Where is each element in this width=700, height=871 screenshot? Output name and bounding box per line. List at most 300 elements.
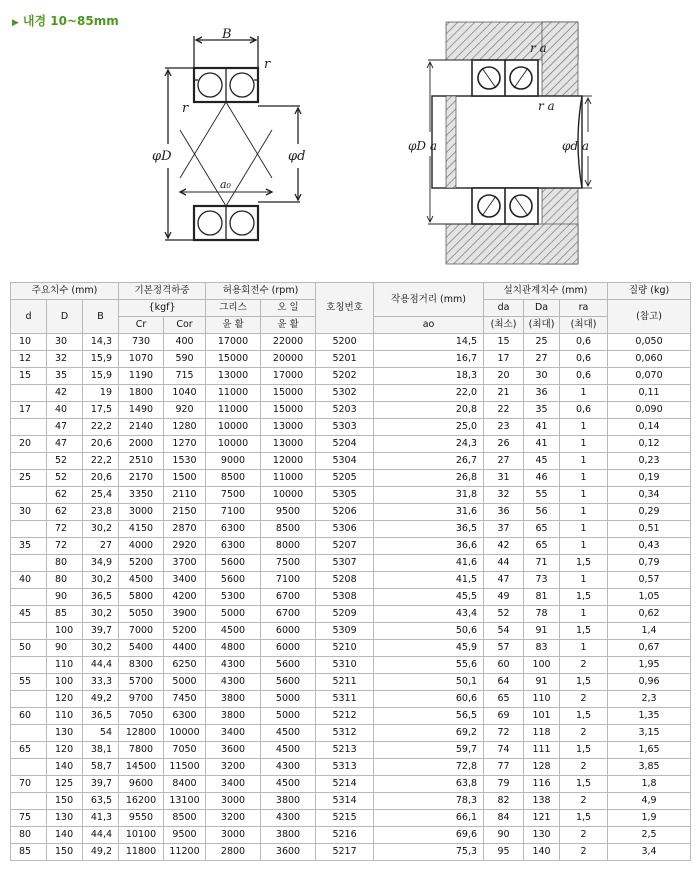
cell-ra: 1: [560, 487, 608, 504]
cell-ra: 1,5: [560, 674, 608, 691]
table-row: [11, 470, 691, 487]
table-row: [11, 844, 691, 861]
cell-ra: 1,5: [560, 623, 608, 640]
cell-mass: 0,23: [608, 453, 691, 470]
cell-oil: 5600: [261, 674, 316, 691]
cell-oil: 13000: [261, 436, 316, 453]
cell-d: [11, 589, 47, 606]
cell-B: 49,2: [83, 844, 119, 861]
cell-da: 32: [484, 487, 524, 504]
cell-d: 17: [11, 402, 47, 419]
cell-cor: 11500: [164, 759, 206, 776]
cell-code: 5203: [316, 402, 374, 419]
cell-grease: 17000: [206, 334, 261, 351]
cell-ao: 69,6: [374, 827, 484, 844]
table-row: [11, 725, 691, 742]
cell-grease: 3800: [206, 708, 261, 725]
cell-B: 63,5: [83, 793, 119, 810]
table-row: [11, 385, 691, 402]
cell-code: 5304: [316, 453, 374, 470]
header-main-dims: 주요치수 (mm): [11, 283, 119, 300]
cell-grease: 5600: [206, 555, 261, 572]
cell-D: 52: [47, 453, 83, 470]
cell-mass: 0,14: [608, 419, 691, 436]
cell-mass: 0,43: [608, 538, 691, 555]
table-row: [11, 810, 691, 827]
cell-d: 75: [11, 810, 47, 827]
cell-cr: 14500: [119, 759, 164, 776]
cell-D: 110: [47, 708, 83, 725]
cell-oil: 6700: [261, 589, 316, 606]
label-phi-D: φD: [152, 149, 172, 164]
cell-ra: 1,5: [560, 810, 608, 827]
cell-cor: 1040: [164, 385, 206, 402]
cell-Da: 100: [524, 657, 560, 674]
cell-grease: 11000: [206, 402, 261, 419]
cell-code: 5201: [316, 351, 374, 368]
cell-grease: 2800: [206, 844, 261, 861]
cell-cr: 2170: [119, 470, 164, 487]
cell-da: 84: [484, 810, 524, 827]
cell-Da: 138: [524, 793, 560, 810]
cell-grease: 11000: [206, 385, 261, 402]
label-phi-da: φd a: [562, 139, 590, 153]
cell-cor: 2110: [164, 487, 206, 504]
cell-code: 5207: [316, 538, 374, 555]
cell-ao: 20,8: [374, 402, 484, 419]
label-ra-top: r a: [530, 41, 547, 55]
cell-oil: 3800: [261, 793, 316, 810]
header-grease-2: 윤 활: [206, 317, 261, 334]
table-row: [11, 572, 691, 589]
cell-Da: 73: [524, 572, 560, 589]
header-ra-2: (최대): [560, 317, 608, 334]
cell-cr: 9600: [119, 776, 164, 793]
header-basic-load: 기본정격하중: [119, 283, 206, 300]
cell-d: [11, 623, 47, 640]
table-row: [11, 827, 691, 844]
cell-cr: 12800: [119, 725, 164, 742]
cell-mass: 0,57: [608, 572, 691, 589]
table-row: [11, 691, 691, 708]
cell-code: 5303: [316, 419, 374, 436]
cell-cr: 9550: [119, 810, 164, 827]
cell-cor: 3400: [164, 572, 206, 589]
cell-ao: 66,1: [374, 810, 484, 827]
cell-Da: 27: [524, 351, 560, 368]
cell-cr: 1190: [119, 368, 164, 385]
cell-d: 70: [11, 776, 47, 793]
cell-d: 65: [11, 742, 47, 759]
cell-oil: 4500: [261, 776, 316, 793]
cell-code: 5310: [316, 657, 374, 674]
cell-code: 5213: [316, 742, 374, 759]
cell-d: 20: [11, 436, 47, 453]
cell-Da: 121: [524, 810, 560, 827]
cell-cr: 7800: [119, 742, 164, 759]
cell-d: 25: [11, 470, 47, 487]
cell-oil: 4500: [261, 725, 316, 742]
cell-D: 42: [47, 385, 83, 402]
cell-grease: 10000: [206, 436, 261, 453]
cell-D: 100: [47, 623, 83, 640]
cell-ao: 50,6: [374, 623, 484, 640]
cell-grease: 7100: [206, 504, 261, 521]
cell-code: 5200: [316, 334, 374, 351]
cell-oil: 17000: [261, 368, 316, 385]
cell-D: 40: [47, 402, 83, 419]
cell-mass: 3,15: [608, 725, 691, 742]
cell-grease: 3800: [206, 691, 261, 708]
cell-ra: 0,6: [560, 351, 608, 368]
cell-grease: 5000: [206, 606, 261, 623]
cell-ao: 78,3: [374, 793, 484, 810]
cell-ao: 59,7: [374, 742, 484, 759]
cell-oil: 5600: [261, 657, 316, 674]
cell-cor: 590: [164, 351, 206, 368]
bearing-spec-table: [10, 282, 691, 861]
cell-code: 5313: [316, 759, 374, 776]
cell-code: 5215: [316, 810, 374, 827]
cell-ao: 31,8: [374, 487, 484, 504]
cell-cor: 5000: [164, 674, 206, 691]
cell-da: 64: [484, 674, 524, 691]
cell-Da: 41: [524, 436, 560, 453]
cell-cr: 11800: [119, 844, 164, 861]
cell-da: 42: [484, 538, 524, 555]
cell-B: 54: [83, 725, 119, 742]
cell-d: 50: [11, 640, 47, 657]
cell-d: 45: [11, 606, 47, 623]
cell-code: 5308: [316, 589, 374, 606]
table-row: [11, 674, 691, 691]
cell-grease: 4300: [206, 674, 261, 691]
cell-grease: 5600: [206, 572, 261, 589]
cell-ra: 0,6: [560, 402, 608, 419]
table-row: [11, 759, 691, 776]
cell-code: 5214: [316, 776, 374, 793]
cell-ao: 43,4: [374, 606, 484, 623]
cell-cor: 400: [164, 334, 206, 351]
cell-D: 150: [47, 793, 83, 810]
cell-cor: 10000: [164, 725, 206, 742]
cell-ra: 2: [560, 657, 608, 674]
header-ao: ao: [374, 317, 484, 334]
cell-D: 62: [47, 504, 83, 521]
cell-ao: 45,5: [374, 589, 484, 606]
cell-cr: 5200: [119, 555, 164, 572]
cell-ra: 1: [560, 385, 608, 402]
cell-ra: 1: [560, 606, 608, 623]
cell-code: 5209: [316, 606, 374, 623]
table-row: [11, 623, 691, 640]
cell-mass: 0,62: [608, 606, 691, 623]
cell-ao: 72,8: [374, 759, 484, 776]
cell-ra: 2: [560, 844, 608, 861]
cell-ra: 1: [560, 538, 608, 555]
cell-oil: 7500: [261, 555, 316, 572]
cell-B: 17,5: [83, 402, 119, 419]
cell-Da: 91: [524, 623, 560, 640]
cell-ra: 1: [560, 640, 608, 657]
cell-code: 5211: [316, 674, 374, 691]
cell-da: 72: [484, 725, 524, 742]
table-row: [11, 640, 691, 657]
cell-ra: 0,6: [560, 368, 608, 385]
cell-cr: 1800: [119, 385, 164, 402]
cell-ra: 1: [560, 453, 608, 470]
cell-Da: 101: [524, 708, 560, 725]
cell-code: 5210: [316, 640, 374, 657]
table-row: [11, 521, 691, 538]
cell-d: 55: [11, 674, 47, 691]
cell-da: 37: [484, 521, 524, 538]
cell-cr: 3000: [119, 504, 164, 521]
cell-d: [11, 657, 47, 674]
cell-mass: 0,060: [608, 351, 691, 368]
cell-da: 49: [484, 589, 524, 606]
header-Da-1: Da: [524, 300, 560, 317]
cell-code: 5302: [316, 385, 374, 402]
cell-mass: 0,34: [608, 487, 691, 504]
cell-d: [11, 691, 47, 708]
cell-D: 100: [47, 674, 83, 691]
cell-cor: 4200: [164, 589, 206, 606]
cell-Da: 118: [524, 725, 560, 742]
cell-cor: 6300: [164, 708, 206, 725]
cell-Da: 91: [524, 674, 560, 691]
cell-cr: 3350: [119, 487, 164, 504]
cell-ao: 24,3: [374, 436, 484, 453]
cell-grease: 7500: [206, 487, 261, 504]
cell-Da: 36: [524, 385, 560, 402]
cell-cr: 4000: [119, 538, 164, 555]
cell-da: 52: [484, 606, 524, 623]
cell-ao: 56,5: [374, 708, 484, 725]
cell-da: 31: [484, 470, 524, 487]
cell-grease: 4500: [206, 623, 261, 640]
spec-table-body: [11, 334, 691, 861]
cell-grease: 3200: [206, 810, 261, 827]
cell-cor: 1530: [164, 453, 206, 470]
cell-cor: 2150: [164, 504, 206, 521]
cell-d: 15: [11, 368, 47, 385]
cell-ao: 14,5: [374, 334, 484, 351]
cell-da: 21: [484, 385, 524, 402]
cell-ra: 2: [560, 759, 608, 776]
table-row: [11, 776, 691, 793]
cell-grease: 13000: [206, 368, 261, 385]
cell-ao: 16,7: [374, 351, 484, 368]
cell-grease: 8500: [206, 470, 261, 487]
header-D: D: [47, 300, 83, 334]
label-r-left: r: [182, 101, 189, 116]
cell-ra: 1: [560, 436, 608, 453]
cell-B: 22,2: [83, 419, 119, 436]
cell-da: 27: [484, 453, 524, 470]
cell-ao: 55,6: [374, 657, 484, 674]
page-title-text: 내경 10~85mm: [22, 14, 119, 28]
cell-D: 80: [47, 555, 83, 572]
cell-cor: 7450: [164, 691, 206, 708]
cell-grease: 4300: [206, 657, 261, 674]
cell-da: 36: [484, 504, 524, 521]
cell-D: 30: [47, 334, 83, 351]
cell-grease: 6300: [206, 521, 261, 538]
cell-da: 90: [484, 827, 524, 844]
header-mass: 질량 (kg): [608, 283, 691, 300]
cell-code: 5307: [316, 555, 374, 572]
cell-grease: 4800: [206, 640, 261, 657]
cell-mass: 0,96: [608, 674, 691, 691]
cell-code: 5305: [316, 487, 374, 504]
cell-mass: 3,85: [608, 759, 691, 776]
cell-d: 60: [11, 708, 47, 725]
cell-da: 82: [484, 793, 524, 810]
cell-d: [11, 725, 47, 742]
cell-cr: 1070: [119, 351, 164, 368]
cell-da: 20: [484, 368, 524, 385]
cell-ra: 1: [560, 572, 608, 589]
cell-oil: 12000: [261, 453, 316, 470]
cell-D: 85: [47, 606, 83, 623]
cell-code: 5205: [316, 470, 374, 487]
cell-ao: 41,5: [374, 572, 484, 589]
cell-d: 40: [11, 572, 47, 589]
cell-mass: 1,65: [608, 742, 691, 759]
cell-cor: 6250: [164, 657, 206, 674]
cell-B: 27: [83, 538, 119, 555]
cell-oil: 8500: [261, 521, 316, 538]
cell-Da: 110: [524, 691, 560, 708]
cell-da: 77: [484, 759, 524, 776]
header-kgf: {kgf}: [119, 300, 206, 317]
cell-mass: 2,5: [608, 827, 691, 844]
cell-da: 22: [484, 402, 524, 419]
cell-oil: 9500: [261, 504, 316, 521]
cell-ra: 2: [560, 827, 608, 844]
cell-d: 80: [11, 827, 47, 844]
table-row: [11, 504, 691, 521]
header-Da-2: (최대): [524, 317, 560, 334]
cell-Da: 46: [524, 470, 560, 487]
cell-da: 65: [484, 691, 524, 708]
cell-ra: 1: [560, 470, 608, 487]
cell-B: 14,3: [83, 334, 119, 351]
table-row: [11, 453, 691, 470]
cell-da: 15: [484, 334, 524, 351]
table-row: [11, 334, 691, 351]
cell-d: [11, 521, 47, 538]
cell-cor: 1500: [164, 470, 206, 487]
cell-d: 35: [11, 538, 47, 555]
header-mass-ref: (참고): [608, 300, 691, 334]
cell-B: 30,2: [83, 572, 119, 589]
table-row: [11, 589, 691, 606]
cell-ra: 1,5: [560, 776, 608, 793]
cell-ao: 36,5: [374, 521, 484, 538]
cell-D: 130: [47, 725, 83, 742]
cell-grease: 15000: [206, 351, 261, 368]
cell-D: 80: [47, 572, 83, 589]
cell-ra: 1: [560, 504, 608, 521]
cell-Da: 30: [524, 368, 560, 385]
cell-d: [11, 793, 47, 810]
cell-D: 72: [47, 538, 83, 555]
table-row: [11, 419, 691, 436]
cell-mass: 0,19: [608, 470, 691, 487]
table-row: [11, 657, 691, 674]
table-row: [11, 606, 691, 623]
cell-D: 90: [47, 640, 83, 657]
cell-ra: 1,5: [560, 708, 608, 725]
cell-B: 20,6: [83, 470, 119, 487]
cell-B: 33,3: [83, 674, 119, 691]
cell-oil: 11000: [261, 470, 316, 487]
cell-mass: 0,67: [608, 640, 691, 657]
cell-grease: 9000: [206, 453, 261, 470]
cell-D: 130: [47, 810, 83, 827]
cell-cor: 7050: [164, 742, 206, 759]
cell-d: 12: [11, 351, 47, 368]
cell-da: 26: [484, 436, 524, 453]
cell-Da: 55: [524, 487, 560, 504]
cell-grease: 3000: [206, 793, 261, 810]
cell-oil: 5000: [261, 691, 316, 708]
cell-oil: 4300: [261, 810, 316, 827]
cell-ao: 41,6: [374, 555, 484, 572]
cell-grease: 3200: [206, 759, 261, 776]
cell-B: 22,2: [83, 453, 119, 470]
cell-D: 150: [47, 844, 83, 861]
cell-cr: 730: [119, 334, 164, 351]
mounting-dimension-diagram: [402, 18, 594, 268]
cell-Da: 111: [524, 742, 560, 759]
cell-D: 47: [47, 419, 83, 436]
cell-D: 110: [47, 657, 83, 674]
cell-da: 17: [484, 351, 524, 368]
cell-ao: 45,9: [374, 640, 484, 657]
cell-cr: 5700: [119, 674, 164, 691]
cell-D: 140: [47, 827, 83, 844]
cell-ao: 26,8: [374, 470, 484, 487]
cell-cr: 5400: [119, 640, 164, 657]
cell-code: 5309: [316, 623, 374, 640]
cell-d: [11, 555, 47, 572]
cell-Da: 45: [524, 453, 560, 470]
cell-B: 39,7: [83, 776, 119, 793]
label-a0: a₀: [220, 178, 231, 191]
header-load-center: 작용점거리 (mm): [374, 283, 484, 317]
cell-da: 69: [484, 708, 524, 725]
cell-grease: 3400: [206, 725, 261, 742]
cell-ao: 36,6: [374, 538, 484, 555]
cell-ra: 1,5: [560, 589, 608, 606]
cell-cr: 7050: [119, 708, 164, 725]
cell-ao: 50,1: [374, 674, 484, 691]
cell-oil: 10000: [261, 487, 316, 504]
cell-d: 30: [11, 504, 47, 521]
cell-mass: 0,050: [608, 334, 691, 351]
cell-cr: 2140: [119, 419, 164, 436]
cell-cr: 16200: [119, 793, 164, 810]
cell-mass: 0,12: [608, 436, 691, 453]
cell-ao: 18,3: [374, 368, 484, 385]
cell-da: 60: [484, 657, 524, 674]
cell-B: 44,4: [83, 657, 119, 674]
cell-cr: 5800: [119, 589, 164, 606]
cell-mass: 1,05: [608, 589, 691, 606]
